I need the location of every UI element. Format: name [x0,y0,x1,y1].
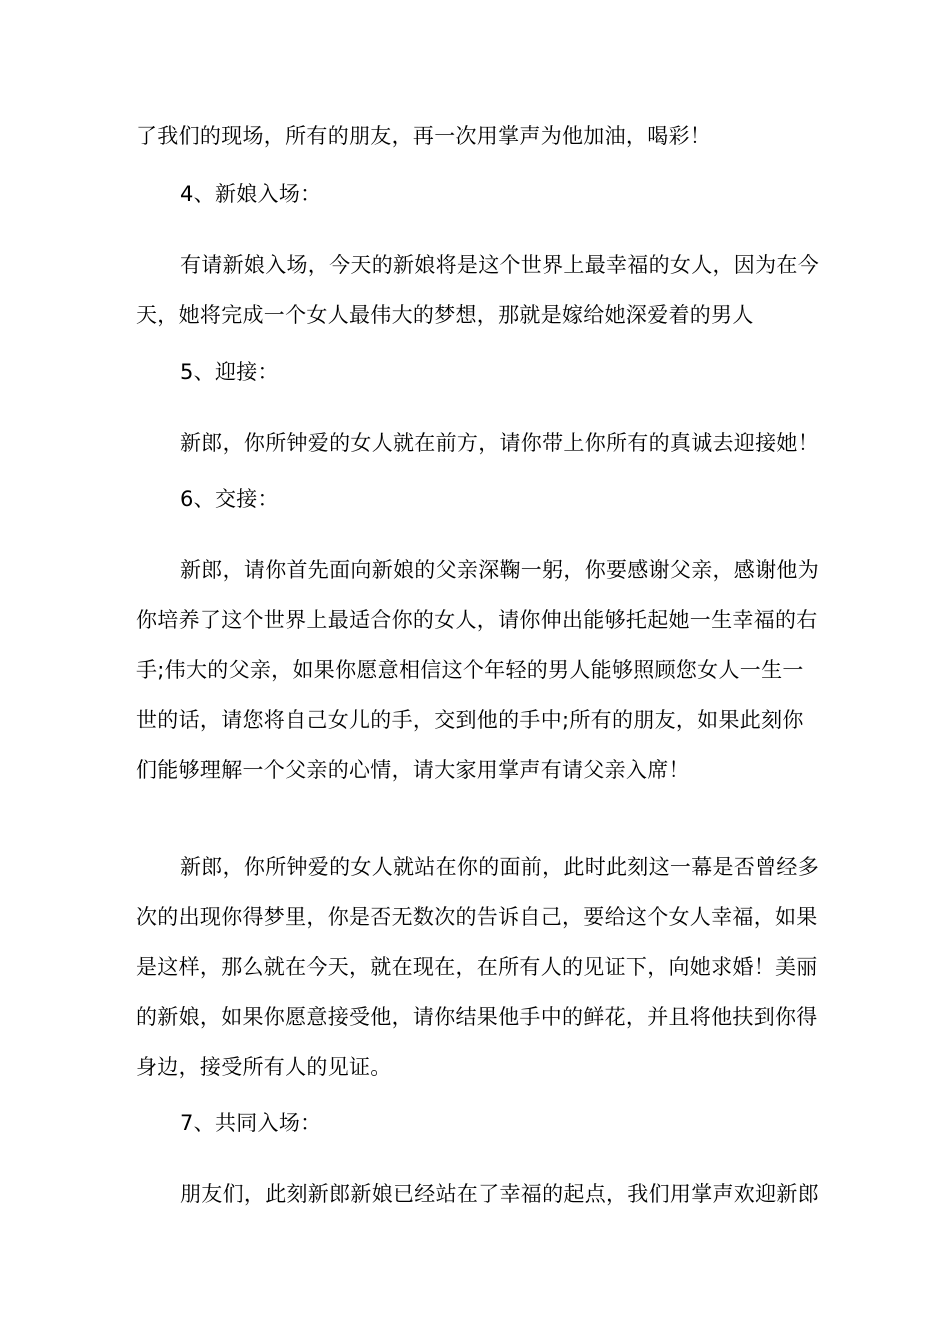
paragraph-line: 了我们的现场，所有的朋友，再一次用掌声为他加油，喝彩！ [136,124,712,148]
paragraph-line: 有请新娘入场，今天的新娘将是这个世界上最幸福的女人，因为在今 [180,253,819,277]
paragraph-line: 你培养了这个世界上最适合你的女人，请你伸出能够托起她一生幸福的右 [136,608,818,632]
paragraph-line: 朋友们，此刻新郎新娘已经站在了幸福的起点，我们用掌声欢迎新郎 [180,1182,819,1206]
paragraph-line: 们能够理解一个父亲的心情，请大家用掌声有请父亲入席！ [136,758,690,782]
section-heading-joint-entrance: 7、共同入场： [180,1111,322,1135]
paragraph-line: 世的话，请您将自己女儿的手，交到他的手中;所有的朋友，如果此刻你 [136,708,804,732]
paragraph-line: 手;伟大的父亲，如果你愿意相信这个年轻的男人能够照顾您女人一生一 [136,658,804,682]
section-heading-bride-entrance: 4、新娘入场： [180,182,322,206]
section-heading-handover: 6、交接： [180,487,279,511]
paragraph-line: 新郎，请你首先面向新娘的父亲深鞠一躬，你要感谢父亲，感谢他为 [180,558,819,582]
paragraph-line: 新郎，你所钟爱的女人就在前方，请你带上你所有的真诚去迎接她！ [180,431,819,455]
paragraph-line: 天，她将完成一个女人最伟大的梦想，那就是嫁给她深爱着的男人 [136,303,754,327]
paragraph-line: 新郎，你所钟爱的女人就站在你的面前，此时此刻这一幕是否曾经多 [180,855,819,879]
section-heading-welcome: 5、迎接： [180,360,279,384]
paragraph-line: 身边，接受所有人的见证。 [136,1055,392,1079]
paragraph-line: 的新娘，如果你愿意接受他，请你结果他手中的鲜花，并且将他扶到你得 [136,1005,818,1029]
paragraph-line: 是这样，那么就在今天，就在现在，在所有人的见证下，向她求婚！美丽 [136,955,818,979]
paragraph-line: 次的出现你得梦里，你是否无数次的告诉自己，要给这个女人幸福，如果 [136,905,818,929]
